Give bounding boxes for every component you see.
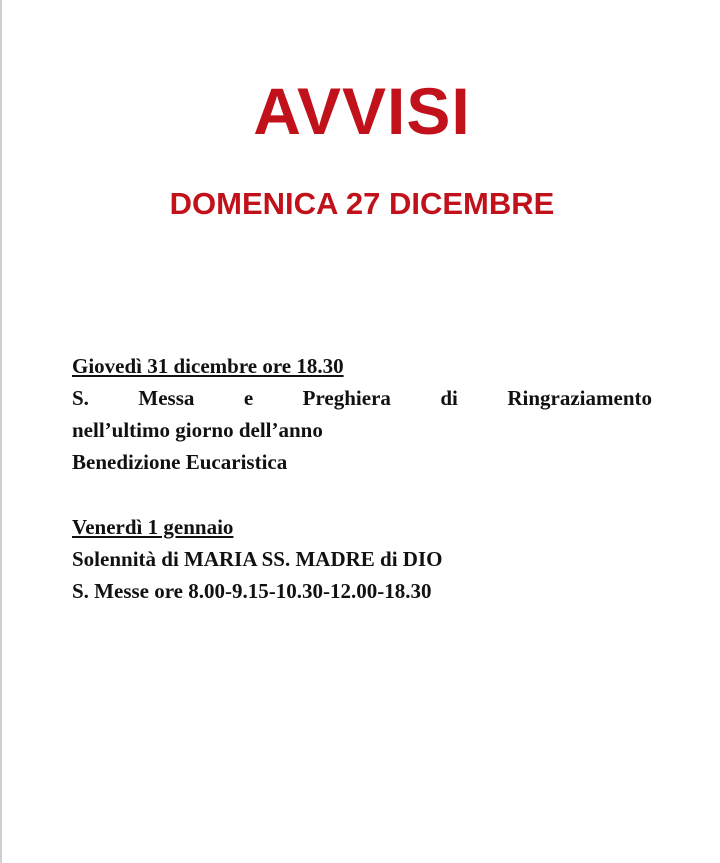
announcement-heading: Giovedì 31 dicembre ore 18.30 [72,354,344,378]
announcement-line: Solennità di MARIA SS. MADRE di DIO [72,547,443,571]
announcement-heading: Venerdì 1 gennaio [72,515,234,539]
announcement-block [72,511,652,607]
announcement-line: nell’ultimo giorno dell’anno [72,418,323,442]
notice-date: DOMENICA 27 DICEMBRE [169,186,555,221]
announcement-line: S. Messa e Preghiera di Ringraziamento [72,386,652,410]
announcement-block [72,350,652,478]
notice-title: AVVISI [253,74,471,148]
announcement-line: Benedizione Eucaristica [72,450,288,474]
announcement-line: S. Messe ore 8.00-9.15-10.30-12.00-18.30 [72,579,432,603]
